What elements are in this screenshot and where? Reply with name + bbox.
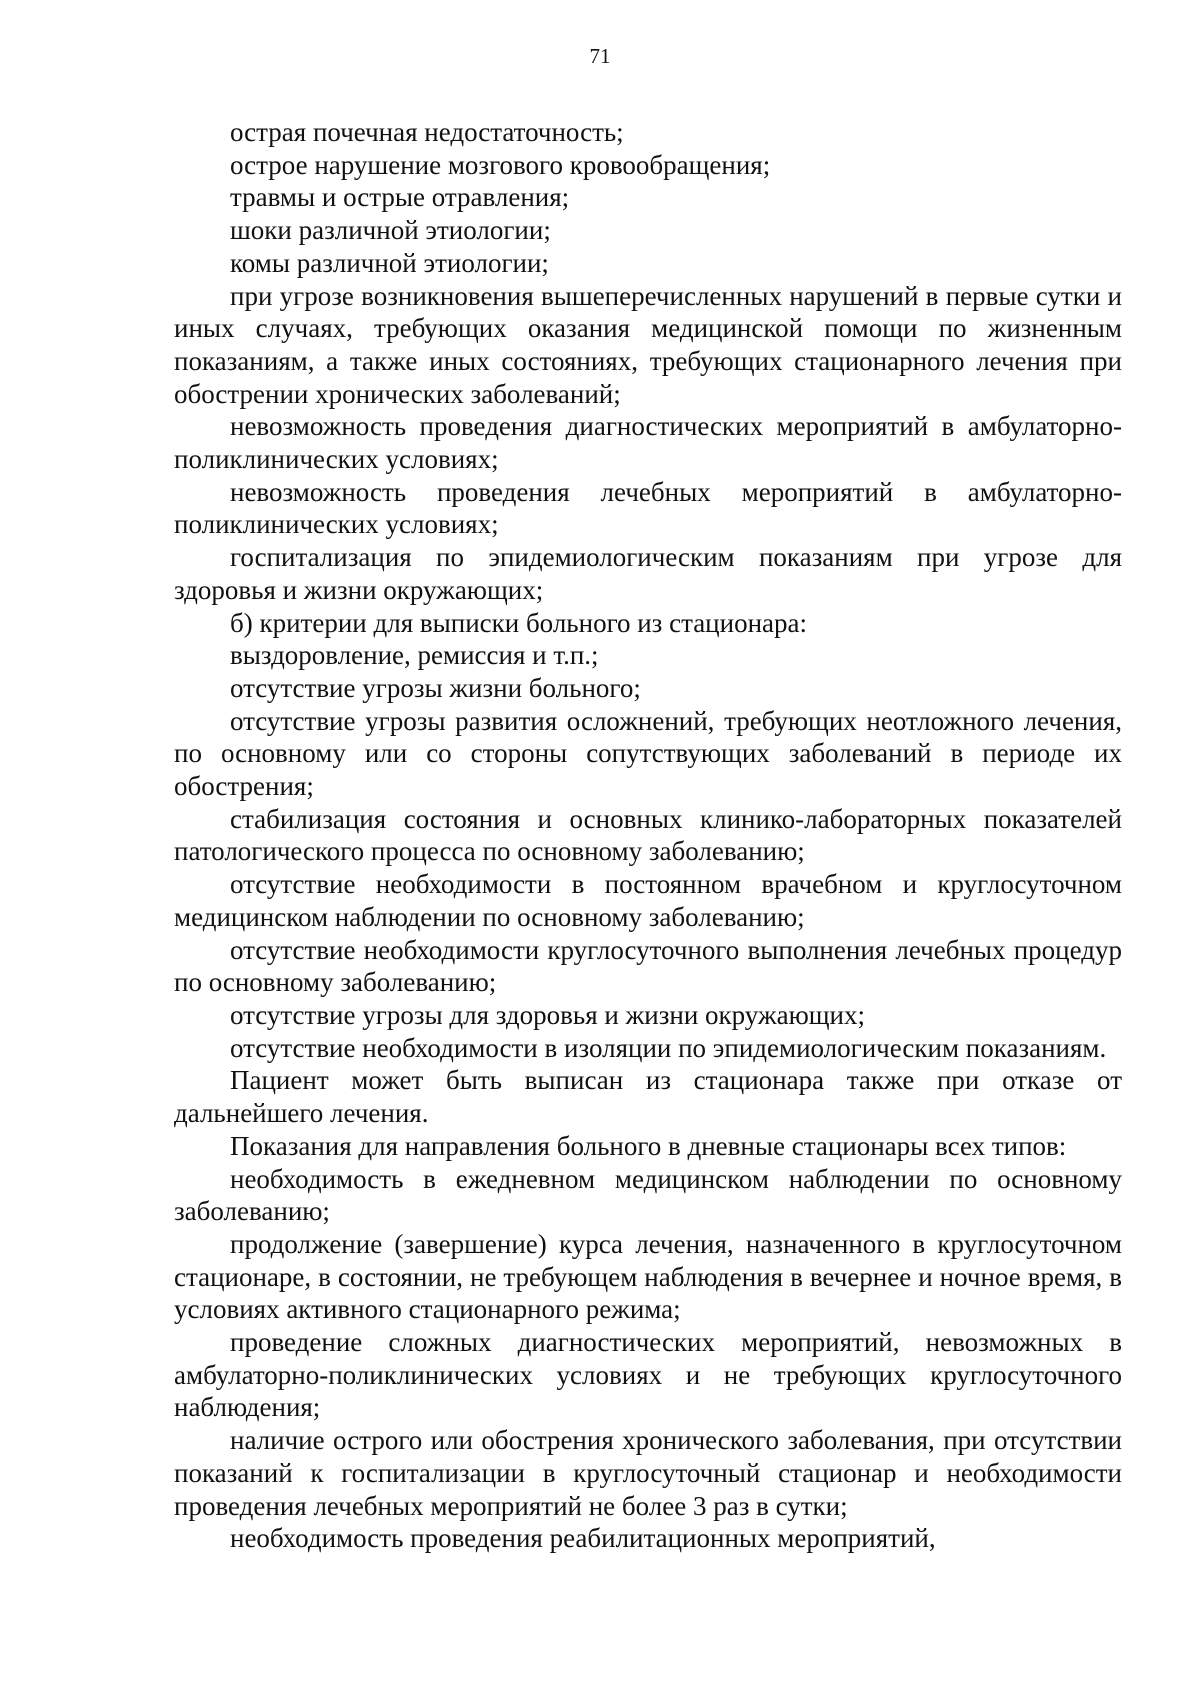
paragraph: шоки различной этиологии; xyxy=(230,215,551,246)
paragraph: отсутствие угрозы развития осложнений, требующих неотложного лечения, по основному или со стороны сопутствующих заболеваний в периоде их обострения; xyxy=(174,705,1122,802)
section-heading-day-hospital-indications: Показания для направления больного в дневные стационары всех типов: xyxy=(230,1130,1067,1161)
paragraph: Пациент может быть выписан из стационара также при отказе от дальнейшего лечения. xyxy=(174,1065,1122,1129)
paragraph: выздоровление, ремиссия и т.п.; xyxy=(230,640,599,671)
paragraph: травмы и острые отравления; xyxy=(230,182,570,213)
paragraph: отсутствие необходимости в постоянном врачебном и круглосуточном медицинском наблюдении по основному заболеванию; xyxy=(174,869,1122,932)
paragraph: комы различной этиологии; xyxy=(230,247,549,278)
paragraph: необходимость в ежедневном медицинском наблюдении по основному заболеванию; xyxy=(174,1163,1122,1227)
section-heading-discharge-criteria: б) критерии для выписки больного из стационара: xyxy=(230,607,807,638)
paragraph: невозможность проведения диагностических мероприятий в амбулаторно-поликлинических условиях; xyxy=(174,411,1122,475)
page-number: 71 xyxy=(589,44,611,68)
paragraph: отсутствие угрозы для здоровья и жизни окружающих; xyxy=(230,999,865,1030)
paragraph: отсутствие необходимости круглосуточного выполнения лечебных процедур по основному заболеванию; xyxy=(174,934,1122,998)
body-text xyxy=(174,116,1122,1555)
paragraph: невозможность проведения лечебных мероприятий в амбулаторно-поликлинических условиях; xyxy=(174,476,1122,540)
paragraph: отсутствие угрозы жизни больного; xyxy=(230,672,641,703)
paragraph: отсутствие необходимости в изоляции по эпидемиологическим показаниям. xyxy=(230,1032,1107,1063)
paragraph: наличие острого или обострения хронического заболевания, при отсутствии показаний к госпитализации в круглосуточный стационар и необходимости проведения лечебных мероприятий не более 3 раз в сутки; xyxy=(174,1425,1122,1521)
paragraph: острая почечная недостаточность; xyxy=(230,117,624,147)
paragraph: продолжение (завершение) курса лечения, назначенного в круглосуточном стационаре, в состоянии, не требующем наблюдения в вечернее и ночное время, в условиях активного стационарного режима; xyxy=(174,1228,1122,1325)
paragraph: необходимость проведения реабилитационных мероприятий, xyxy=(230,1523,936,1554)
paragraph: острое нарушение мозгового кровообращения; xyxy=(230,149,771,180)
paragraph: проведение сложных диагностических мероприятий, невозможных в амбулаторно-поликлинических условиях и не требующих круглосуточного наблюдения; xyxy=(174,1327,1122,1423)
paragraph: госпитализация по эпидемиологическим показаниям при угрозе для здоровья и жизни окружающих; xyxy=(174,542,1122,605)
paragraph: при угрозе возникновения вышеперечисленных нарушений в первые сутки и иных случаях, требующих оказания медицинской помощи по жизненным показаниям, а также иных состояниях, требующих стационарного лечения при обострении хронических заболеваний; xyxy=(174,280,1122,409)
paragraph: стабилизация состояния и основных клинико-лабораторных показателей патологического процесса по основному заболеванию; xyxy=(174,803,1122,867)
